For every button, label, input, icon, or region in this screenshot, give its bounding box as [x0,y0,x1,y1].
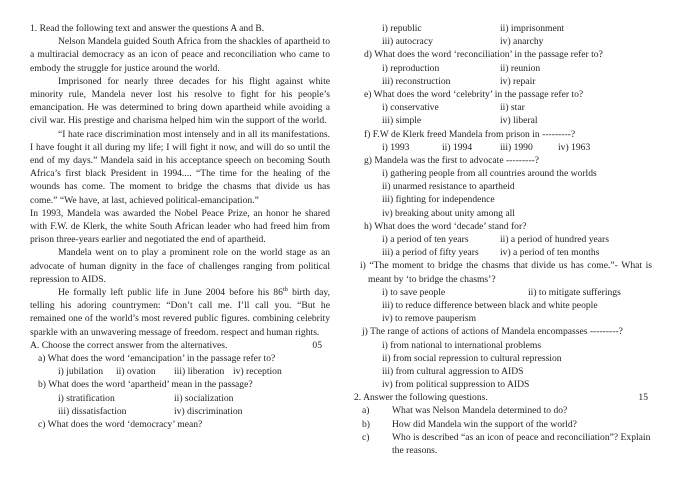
question-c-options-row2 [354,35,652,48]
qh-option-4: iv) a period of ten months [500,247,600,259]
question-h-options-row1 [354,233,652,246]
question-d-options-row1 [354,62,652,75]
q2c-text: Who is described “as an icon of peace and reconciliation”? Explain the reasons. [392,431,651,457]
qi-option-3: iii) to reduce difference between black and white people [382,299,598,311]
qi-option-2: ii) to mitigate sufferings [528,286,621,298]
qh-option-1: i) a period of ten years [382,234,469,245]
qf-option-4: iv) 1963 [558,141,591,153]
qj-option-1: i) from national to international problems [382,339,542,351]
qg-option-4: iv) breaking about unity among all [382,207,515,219]
question-2c [354,431,652,457]
qj-option-2-row [354,352,652,365]
superscript-th: th [282,285,288,293]
qb-option-3: iii) dissatisfaction [58,405,127,417]
question-i: i) “The moment to bridge the chasms that divide us has come.”- What is meant by ‘to bridge the chasms’? [360,260,652,285]
question-a-options [30,365,330,378]
qb-option-1: i) stratification [58,392,115,404]
question-2-marks: 15 [638,392,648,404]
question-j: j) The range of actions of actions of Mandela encompasses ---------? [362,326,623,338]
passage-paragraph-3: “I hate race discrimination most intensely and in all its manifestations. I have fought it all during my life; I will fight it now, and will do so until the end of my days.” Mandela said in his acceptance speech on becoming South Africa’s first black President in 1994.... “The time for the healing of the wounds has come. The moment to bridge the chasms that divide us has come.” “We have, at last, achieved political-emancipation.” [30,128,330,206]
q2a-label: a) [362,405,370,417]
qd-option-3: iii) reconstruction [382,75,451,87]
question-h-options-row2 [354,246,652,259]
question-1-title: 1. Read the following text and answer the questions A and B. [30,23,265,34]
question-b-options-row2 [30,405,330,418]
question-e-options-row2 [354,114,652,127]
q2b-label: b) [362,418,370,430]
section-a-marks: 05 [312,339,322,351]
qj-option-4: iv) from political suppression to AIDS [382,379,530,391]
qi-option-4-row [354,312,652,325]
passage-paragraph-6 [30,286,330,339]
qa-option-2: ii) ovation [116,366,156,378]
qc-option-2: ii) imprisonment [500,23,565,34]
left-column [30,22,330,431]
qg-option-1-row [354,167,652,180]
question-2-title: 2. Answer the following questions. [354,392,488,404]
qi-option-4: iv) to remove pauperism [382,313,477,325]
question-c: c) What does the word ‘democracy’ mean? [38,419,203,431]
question-d-options-row2 [354,75,652,88]
question-b: b) What does the word ‘apartheid’ mean in the passage? [38,379,253,391]
qh-option-3: iii) a period of fifty years [382,247,479,259]
qe-option-3: iii) simple [382,115,422,127]
passage-p6-end: birth day, telling his adoring countrymen: “Don’t call me. I’ll call you. “But he remained one of the world’s most revered public figures. combining celebrity sparkle with an unwavering message of freedom. respect and human rights. [30,287,330,338]
question-g: g) Mandela was the first to advocate ---------? [364,154,540,166]
question-2b [354,418,652,431]
question-h: h) What does the word ‘decade’ stand for? [364,220,527,232]
qb-option-2: ii) socialization [174,392,234,404]
question-e: e) What does the word ‘celebrity’ in the passage refer to? [364,88,584,100]
qd-option-2: ii) reunion [500,62,541,74]
qb-option-4: iv) discrimination [174,405,243,417]
qe-option-2: ii) star [500,102,525,114]
qc-option-1: i) republic [382,23,422,34]
q2c-label: c) [362,431,370,443]
qj-option-4-row [354,378,652,391]
qj-option-2: ii) from social repression to cultural repression [382,352,562,364]
qf-option-2: ii) 1994 [442,141,473,153]
qc-option-4: iv) anarchy [500,36,544,48]
qj-option-3: iii) from cultural aggression to AIDS [382,365,524,377]
qj-option-1-row [354,339,652,352]
qa-option-3: iii) liberation [174,366,225,378]
question-f: f) F.W de Klerk freed Mandela from prison in ---------? [364,128,576,140]
qg-option-2: ii) unarmed resistance to apartheid [382,181,515,193]
question-2a [354,404,652,417]
passage-paragraph-4: In 1993, Mandela was awarded the Nobel Peace Prize, an honor he shared with F.W. de Klerk, the white South African leader who had freed him from prison three-years earlier and negotiated the end of apartheid. [30,207,330,246]
qd-option-4: iv) repair [500,75,536,87]
qd-option-1: i) reproduction [382,62,440,74]
qc-option-3: iii) autocracy [382,36,433,48]
question-b-options-row1 [30,392,330,405]
qe-option-4: iv) liberal [500,115,538,127]
qf-option-1: i) 1993 [382,141,410,153]
question-c-options-row1 [354,22,652,35]
question-i-options-row1 [354,286,652,299]
qg-option-3-row [354,193,652,206]
section-a-title: A. Choose the correct answer from the alternatives. [30,339,228,351]
section-a-header [30,339,330,352]
qe-option-1: i) conservative [382,102,439,114]
passage-paragraph-2: Imprisoned for nearly three decades for his flight against white minority rule, Mandela never lost his resolve to fight for his people’s emancipation. He was determined to bring down apartheid while avoiding a civil war. His prestige and charisma helped him win the support of the world. [30,75,330,127]
qg-option-1: i) gathering people from all countries around the worlds [382,168,597,180]
passage-paragraph-1: Nelson Mandela guided South Africa from the shackles of apartheid to a multiracial democracy as an icon of peace and reconciliation who came to embody the struggle for justice around the world. [30,36,330,74]
question-e-options-row1 [354,101,652,114]
qh-option-2: ii) a period of hundred years [500,234,609,245]
question-f-options [354,141,652,154]
qg-option-2-row [354,180,652,193]
qi-option-3-row [354,299,652,312]
qa-option-1: i) jubilation [58,366,104,378]
q2b-text: How did Mandela win the support of the world? [392,418,577,430]
question-d: d) What does the word ‘reconciliation’ in the passage refer to? [364,49,603,61]
question-2-header [354,391,652,404]
qi-option-1: i) to save people [382,286,446,298]
qg-option-3: iii) fighting for independence [382,194,495,206]
q2a-text: What was Nelson Mandela determined to do? [392,405,568,417]
qj-option-3-row [354,365,652,378]
passage-paragraph-5: Mandela went on to play a prominent role on the world stage as an advocate of human dignity in the face of challenges ranging from political repression to AIDS. [30,247,330,285]
question-a: a) What does the word ‘emancipation’ in the passage refer to? [38,353,276,365]
qf-option-3: iii) 1990 [500,141,533,153]
qa-option-4: iv) reception [233,366,282,378]
passage-p6-start: He formally left public life in June 2004 before his 86 [58,287,283,299]
right-column [354,22,652,457]
qg-option-4-row [354,207,652,220]
